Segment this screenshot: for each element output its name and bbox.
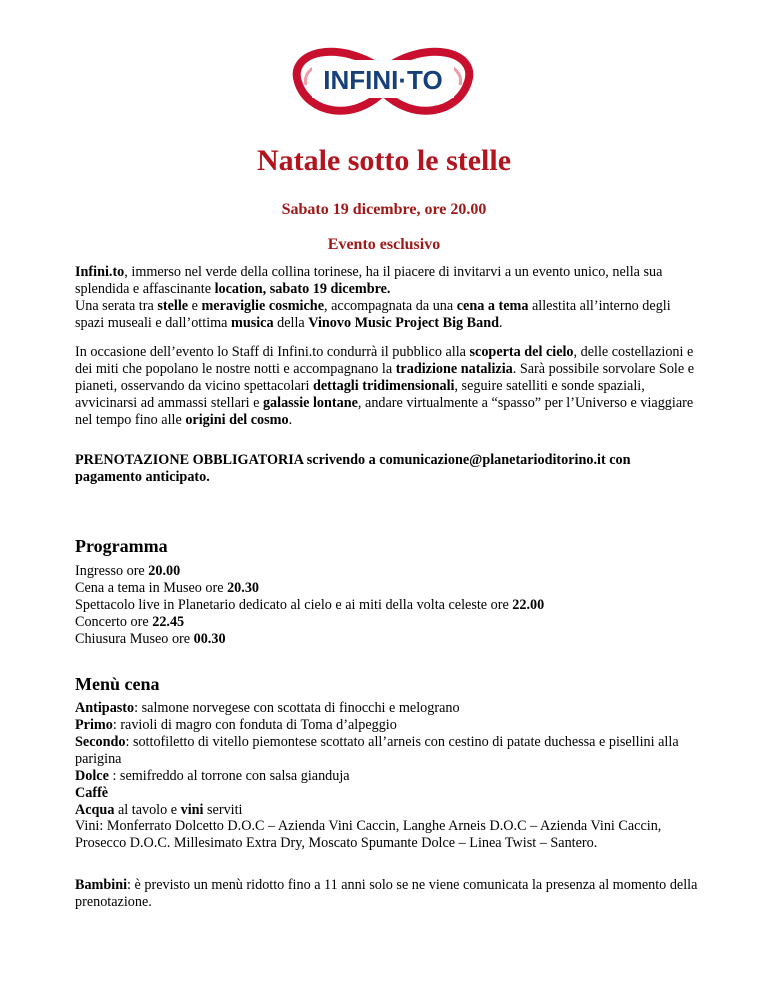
menu-item: Primo: ravioli di magro con fonduta di Toma d’alpeggio — [75, 717, 397, 733]
programma-heading: Programma — [75, 536, 168, 556]
wines-paragraph: Vini: Monferrato Dolcetto D.O.C – Azienda Vini Caccin, Langhe Arneis D.O.C – Azienda Vini Caccin, Prosecco D.O.C. Millesimato Extra Dry, Moscato Spumante Dolce – Linea Twist – Santero. — [75, 818, 662, 851]
menu-list — [75, 700, 700, 819]
programma-item: Concerto ore 22.45 — [75, 614, 185, 630]
menu-heading: Menù cena — [75, 674, 160, 694]
programma-list — [75, 563, 700, 648]
logo-text: INFINI·TO — [323, 65, 443, 95]
infinito-logo — [278, 30, 488, 130]
booking-notice: PRENOTAZIONE OBBLIGATORIA scrivendo a comunicazione@planetarioditorino.it con pagamento anticipato. — [75, 452, 631, 485]
menu-item: Secondo: sottofiletto di vitello piemontese scottato all’arneis con cestino di patate duchessa e pisellini alla parigina — [75, 734, 679, 767]
programma-item: Ingresso ore 20.00 — [75, 563, 181, 579]
page-title: Natale sotto le stelle — [256, 144, 512, 177]
menu-item: Caffè — [75, 785, 109, 801]
menu-item: Dolce : semifreddo al torrone con salsa gianduja — [75, 768, 350, 784]
kids-paragraph: Bambini: è previsto un menù ridotto fino a 11 anni solo se ne viene comunicata la presenza al momento della prenotazione. — [75, 877, 698, 910]
event-date: Sabato 19 dicembre, ore 20.00 — [281, 201, 487, 218]
event-exclusive: Evento esclusivo — [327, 236, 441, 253]
description-paragraph: In occasione dell’evento lo Staff di Infini.to condurrà il pubblico alla scoperta del cielo, delle costellazioni e dei miti che popolano le nostre notti e accompagnano la tradizione natalizia. Sarà possibile sorvolare Sole e pianeti, osservando da vicino spettacolari dettagli tridimensionali, seguire satelliti e sonde spaziali, avvicinarsi ad ammassi stellari e galassie lontane, andare virtualmente a “spasso” per l’Universo e viaggiare nel tempo fino alle origini del cosmo. — [75, 344, 694, 428]
intro-paragraph: Infini.to, immerso nel verde della collina torinese, ha il piacere di invitarvi a un evento unico, nella sua splendida e affascinante location, sabato 19 dicembre. Una serata tra stelle e meraviglie cosmiche, accompagnata da una cena a tema allestita all’interno degli spazi museali e dall’ottima musica della Vinovo Music Project Big Band. — [75, 264, 671, 331]
programma-item: Chiusura Museo ore 00.30 — [75, 631, 226, 647]
programma-item: Cena a tema in Museo ore 20.30 — [75, 580, 259, 596]
menu-water: Acqua al tavolo e vini serviti — [75, 802, 243, 818]
infinity-ring-icon — [278, 30, 488, 130]
menu-item: Antipasto: salmone norvegese con scottata di finocchi e melograno — [75, 700, 460, 716]
programma-item: Spettacolo live in Planetario dedicato al cielo e ai miti della volta celeste ore 22.00 — [75, 597, 545, 613]
